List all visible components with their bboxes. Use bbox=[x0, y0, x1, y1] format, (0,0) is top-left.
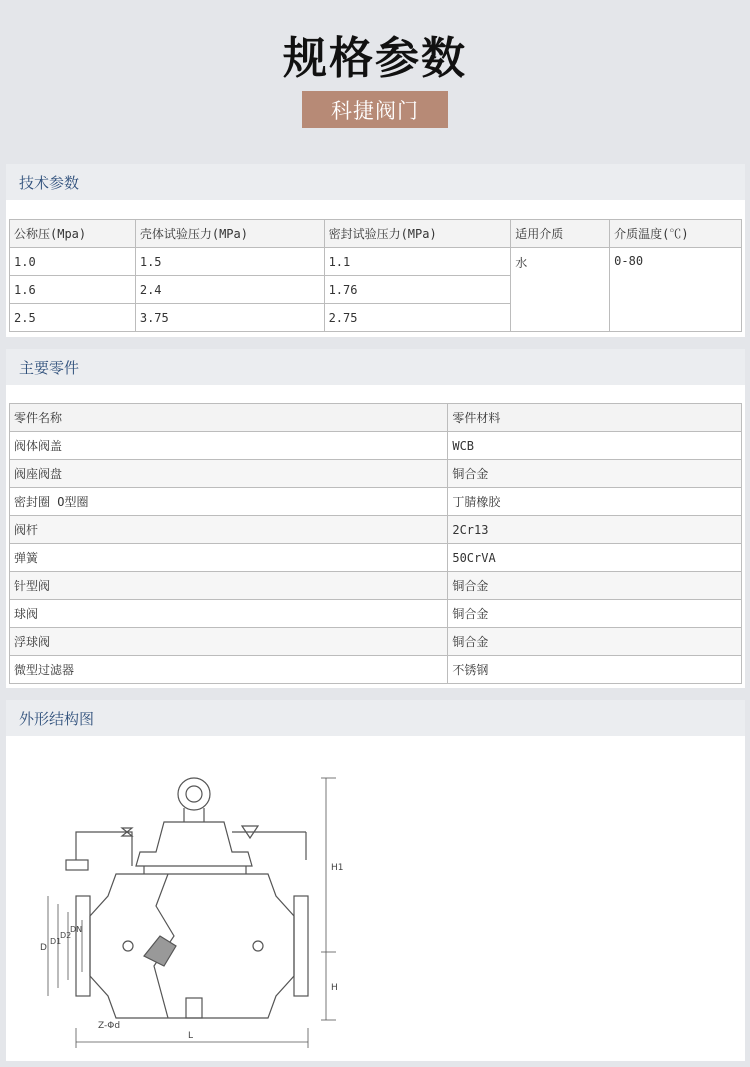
tech-table bbox=[9, 219, 742, 332]
valve-outline-drawing bbox=[36, 766, 356, 1056]
part-material: 2Cr13 bbox=[448, 516, 742, 544]
table-cell: 1.1 bbox=[324, 248, 511, 276]
dim-label-h: H bbox=[331, 983, 338, 993]
table-cell: 1.5 bbox=[135, 248, 324, 276]
table-header-cell: 壳体试验压力(MPa) bbox=[135, 220, 324, 248]
table-cell: 2.5 bbox=[10, 304, 136, 332]
dim-label-h1: H1 bbox=[331, 863, 344, 873]
table-cell: 3.75 bbox=[135, 304, 324, 332]
bottom-plug bbox=[186, 998, 202, 1018]
table-cell: 1.76 bbox=[324, 276, 511, 304]
parts-table bbox=[9, 403, 742, 684]
part-material: 丁腈橡胶 bbox=[448, 488, 742, 516]
part-material: 铜合金 bbox=[448, 460, 742, 488]
dim-label-dn: DN bbox=[70, 925, 83, 934]
table-row bbox=[10, 248, 742, 276]
right-flange bbox=[294, 896, 308, 996]
medium-cell: 水 bbox=[511, 248, 610, 332]
table-header-row bbox=[10, 404, 742, 432]
part-material: 铜合金 bbox=[448, 600, 742, 628]
part-material: 50CrVA bbox=[448, 544, 742, 572]
brand-badge: 科捷阀门 bbox=[302, 91, 448, 128]
part-material: 铜合金 bbox=[448, 572, 742, 600]
part-name: 球阀 bbox=[10, 600, 448, 628]
float-valve bbox=[66, 860, 88, 870]
bonnet bbox=[136, 822, 252, 866]
table-row bbox=[10, 544, 742, 572]
bolt-hole bbox=[123, 941, 133, 951]
section-header-parts: 主要零件 bbox=[6, 349, 745, 385]
dim-label-d: D bbox=[40, 943, 47, 953]
part-name: 阀杆 bbox=[10, 516, 448, 544]
dim-label-d1: D1 bbox=[50, 937, 62, 946]
table-row bbox=[10, 656, 742, 684]
table-row bbox=[10, 488, 742, 516]
handwheel-ring bbox=[178, 778, 210, 810]
parts-panel bbox=[6, 385, 745, 688]
temperature-cell: 0-80 bbox=[610, 248, 742, 332]
table-header-cell: 公称压(Mpa) bbox=[10, 220, 136, 248]
tech-panel bbox=[6, 200, 745, 337]
table-header-cell: 密封试验压力(MPa) bbox=[324, 220, 511, 248]
part-name: 密封圈 O型圈 bbox=[10, 488, 448, 516]
dim-label-l: L bbox=[188, 1031, 194, 1041]
table-header-row bbox=[10, 220, 742, 248]
table-row bbox=[10, 460, 742, 488]
table-cell: 2.75 bbox=[324, 304, 511, 332]
table-row bbox=[10, 432, 742, 460]
table-row bbox=[10, 572, 742, 600]
left-flange bbox=[76, 896, 90, 996]
table-header-cell: 零件名称 bbox=[10, 404, 448, 432]
dim-label-holes: Z-Φd bbox=[98, 1021, 121, 1031]
table-header-cell: 零件材料 bbox=[448, 404, 742, 432]
part-name: 弹簧 bbox=[10, 544, 448, 572]
table-cell: 1.0 bbox=[10, 248, 136, 276]
section-header-tech: 技术参数 bbox=[6, 164, 745, 200]
part-name: 针型阀 bbox=[10, 572, 448, 600]
table-header-cell: 介质温度(℃) bbox=[610, 220, 742, 248]
section-header-drawing: 外形结构图 bbox=[6, 700, 745, 736]
bolt-hole bbox=[253, 941, 263, 951]
handwheel-hub bbox=[186, 786, 202, 802]
table-cell: 1.6 bbox=[10, 276, 136, 304]
part-name: 微型过滤器 bbox=[10, 656, 448, 684]
part-material: 铜合金 bbox=[448, 628, 742, 656]
table-row bbox=[10, 516, 742, 544]
drawing-panel bbox=[6, 736, 745, 1061]
table-row bbox=[10, 600, 742, 628]
table-cell: 2.4 bbox=[135, 276, 324, 304]
part-material: WCB bbox=[448, 432, 742, 460]
control-pipe bbox=[76, 832, 132, 866]
dim-label-d2: D2 bbox=[60, 931, 72, 940]
table-header-cell: 适用介质 bbox=[511, 220, 610, 248]
part-material: 不锈钢 bbox=[448, 656, 742, 684]
table-row bbox=[10, 628, 742, 656]
page-title: 规格参数 bbox=[283, 33, 467, 84]
part-name: 阀座阀盘 bbox=[10, 460, 448, 488]
part-name: 浮球阀 bbox=[10, 628, 448, 656]
part-name: 阀体阀盖 bbox=[10, 432, 448, 460]
